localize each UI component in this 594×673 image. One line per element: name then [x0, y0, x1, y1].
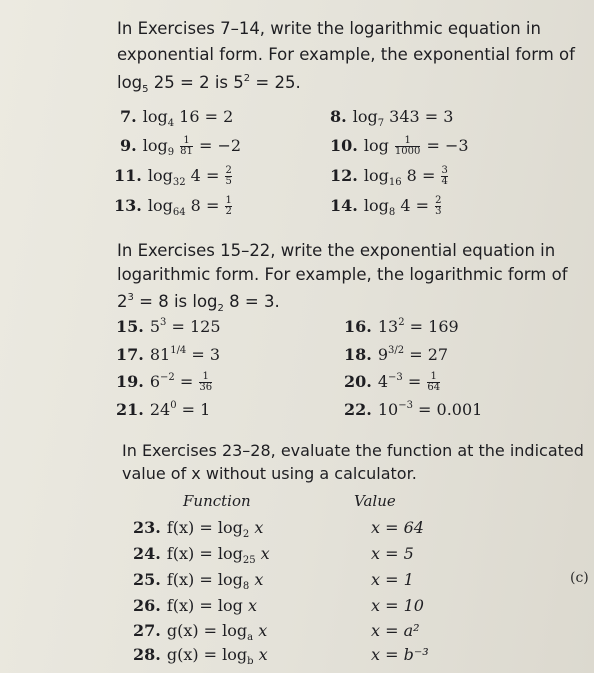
exercise-item: 8. $\log_7 343 = 3$ [330, 107, 454, 129]
exercise-item: 16. $13^2 = 169$ [344, 317, 459, 336]
exercise-item: 19. $6^{-2}$ = $\frac{1}{36}$ [116, 371, 213, 393]
example-equation: $\log_5 25 = 2$ is $5^2 = 25$. [117, 73, 301, 95]
column-header-value: Value [354, 492, 396, 510]
value-cell: x = 5 [371, 544, 414, 563]
exercise-item: 14. $\log_8 4$ = $\frac{2}{3}$ [330, 195, 442, 218]
exercise-item: 12. $\log_{16} 8$ = $\frac{3}{4}$ [330, 165, 448, 188]
exercise-item: 18. $9^{3/2} = 27$ [344, 345, 449, 364]
exercise-item: 7. $\log_4 16 = 2$ [120, 107, 234, 129]
function-row: 26. f(x) = log x [133, 596, 257, 615]
exercise-item: 20. $4^{-3}$ = $\frac{1}{64}$ [344, 371, 441, 393]
exercise-item: 17. $81^{1/4} = 3$ [116, 345, 221, 364]
exercise-item: 13. $\log_{64} 8$ = $\frac{1}{2}$ [114, 195, 232, 218]
value-cell: x = b⁻³ [371, 645, 429, 664]
column-header-function: Function [183, 492, 251, 510]
value-cell: x = 10 [371, 596, 424, 615]
exercise-item: 11. $\log_{32} 4$ = $\frac{2}{5}$ [114, 165, 232, 188]
value-cell: x = 1 [371, 570, 414, 589]
function-row: 25. $f(x) = \log_8 x$ [133, 570, 264, 592]
margin-label: (c) [570, 570, 589, 586]
exercise-item: 22. $10^{-3} = 0.001$ [344, 400, 483, 419]
function-row: 24. $f(x) = \log_{25} x$ [133, 544, 270, 566]
exercise-item: 15. $5^3 = 125$ [116, 317, 221, 336]
exercise-item: 9. $\log_9$ $\frac{1}{81}$ = −2 [120, 135, 242, 158]
function-row: 23. $f(x) = \log_2 x$ [133, 518, 264, 540]
instruction-line: In Exercises 7–14, write the logarithmic equation in [117, 19, 541, 38]
example-equation: $2^3 = 8$ is $\log_2 8 = 3$. [117, 292, 280, 314]
instruction-line: exponential form. For example, the exponential form of [117, 45, 575, 64]
instruction-line: logarithmic form. For example, the logarithmic form of [117, 265, 568, 284]
function-row: 27. $g(x) = \log_a x$ [133, 621, 268, 643]
function-row: 28. $g(x) = \log_b x$ [133, 645, 268, 667]
value-cell: x = a² [371, 621, 420, 640]
instruction-line: In Exercises 23–28, evaluate the function at the indicated [122, 441, 584, 460]
instruction-line: In Exercises 15–22, write the exponential equation in [117, 241, 556, 260]
exercise-item: 21. $24^0 = 1$ [116, 400, 211, 419]
instruction-line: value of x without using a calculator. [122, 464, 417, 483]
value-cell: x = 64 [371, 518, 424, 537]
exercise-item: 10. log $\frac{1}{1000}$ = −3 [330, 135, 469, 157]
